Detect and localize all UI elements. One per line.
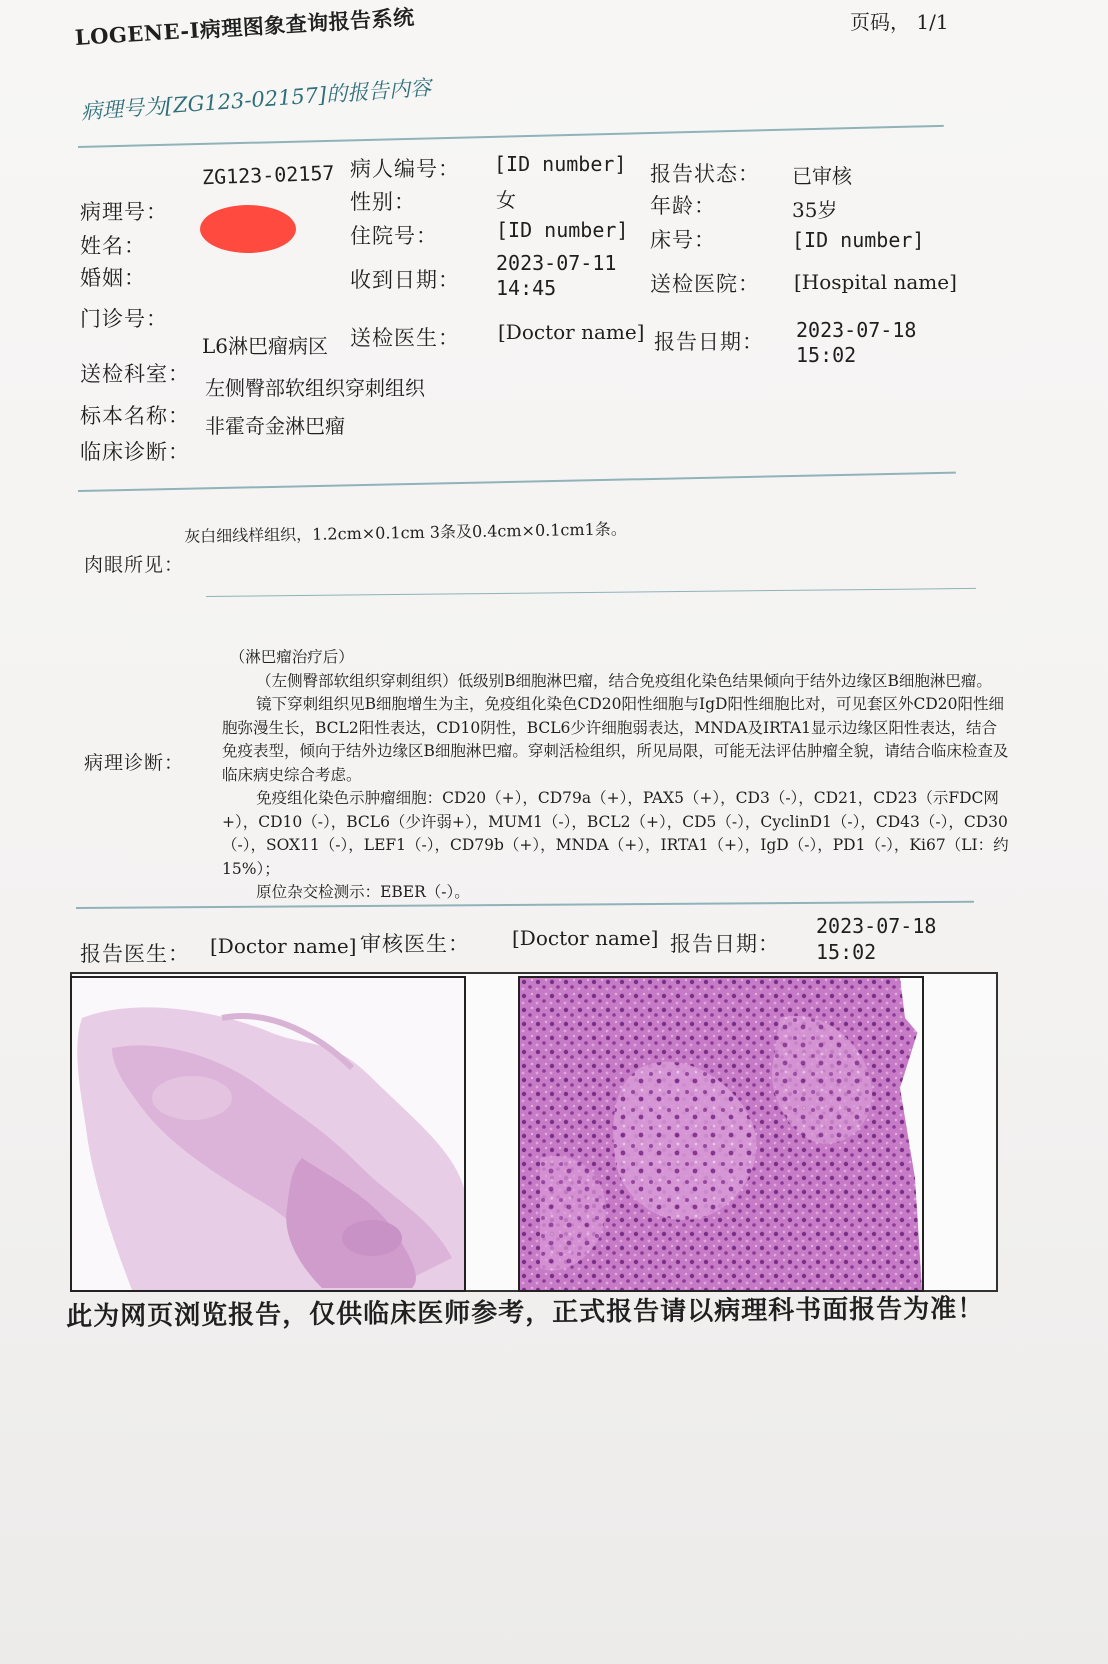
specimen-value: 左侧臀部软组织穿刺组织 (205, 376, 425, 400)
gross-label: 肉眼所见： (84, 554, 185, 576)
hospital-label: 送检医院： (650, 272, 760, 296)
clinical-dx-value: 非霍奇金淋巴瘤 (205, 414, 345, 438)
sex-label: 性别： (350, 190, 416, 214)
clinical-dx-label: 临床诊断： (80, 440, 190, 464)
marital-label: 婚姻： (80, 266, 146, 290)
report-heading: 病理号为[ZG123-02157]的报告内容 (80, 75, 432, 124)
report-date-label: 报告日期： (654, 330, 764, 354)
name-label: 姓名： (80, 234, 146, 258)
diagnosis-label: 病理诊断： (84, 752, 185, 774)
name-redaction-mark (200, 205, 296, 253)
reporter-value: [Doctor name] (210, 934, 357, 958)
hospital-value: [Hospital name] (794, 270, 957, 294)
reviewer-label: 审核医生： (360, 932, 470, 956)
age-value: 35岁 (792, 198, 838, 222)
outpatient-no-label: 门诊号： (80, 307, 168, 331)
page-number (850, 6, 949, 35)
diagnosis-line: 原位杂交检测示：EBER（-）。 (256, 883, 470, 901)
sex-value: 女 (496, 188, 516, 212)
report-status-label: 报告状态： (650, 162, 760, 186)
footer-notice: 此为网页浏览报告，仅供临床医师参考，正式报告请以病理科书面报告为准！ (66, 1293, 985, 1332)
patient-id-value: [ID number] (494, 152, 627, 176)
bed-no-label: 床号： (650, 228, 716, 252)
micrograph-low-power-image (72, 978, 464, 1290)
reporter-label: 报告医生： (80, 942, 190, 966)
inpatient-no-label: 住院号： (350, 224, 438, 248)
page-value: 1/1 (916, 10, 949, 34)
diagnosis-line: （左侧臀部软组织穿刺组织）低级别B细胞淋巴瘤，结合免疫组化染色结果倾向于结外边缘区B细胞淋巴瘤。 (256, 671, 992, 690)
inpatient-no-value: [ID number] (496, 218, 629, 242)
signoff-date-value: 2023-07-18 (816, 914, 937, 938)
micrograph-low-power (70, 976, 466, 1292)
report-date-value: 2023-07-18 (796, 318, 917, 342)
pathology-no-value: ZG123-02157 (201, 160, 335, 190)
bed-no-value: [ID number] (792, 228, 925, 252)
received-date-value: 2023-07-11 (496, 251, 617, 275)
department-value: L6淋巴瘤病区 (202, 334, 329, 358)
diagnosis-text (222, 646, 1012, 905)
page-label: 页码， (850, 10, 910, 34)
received-time-value: 14:45 (496, 276, 557, 300)
pathology-no-label: 病理号： (80, 200, 168, 224)
diagnosis-line: 免疫组化染色示肿瘤细胞：CD20（+），CD79a（+），PAX5（+），CD3（-），CD21，CD23（示FDC网+），CD10（-），BCL6（少许弱+），MUM1（-），BCL2（+），CD5（-），CyclinD1（-），CD43（-），CD30（-），SOX11（-），LEF1（-），CD79b（+），MNDA（+），IRTA1（+），IgD（-），PD1（-），Ki67（LI：约15%）； (222, 789, 1009, 878)
micrograph-high-power (518, 976, 924, 1292)
submitting-doctor-label: 送检医生： (350, 326, 460, 350)
heading-rule (78, 125, 944, 148)
patient-id-label: 病人编号： (350, 157, 460, 181)
age-label: 年龄： (650, 194, 716, 218)
gross-rule (206, 588, 976, 597)
department-label: 送检科室： (80, 362, 190, 386)
diagnosis-line: 镜下穿刺组织见B细胞增生为主，免疫组化染色CD20阳性细胞与IgD阳性细胞比对，可见套区外CD20阳性细胞弥漫生长，BCL2阳性表达，CD10阴性，BCL6少许细胞弱表达，MNDA及IRTA1显示边缘区阳性表达，结合免疫表型，倾向于结外边缘区B细胞淋巴瘤。穿刺活检组织，所见局限，可能无法评估肿瘤全貌，请结合临床检查及临床病史综合考虑。 (222, 695, 1009, 784)
reviewer-value: [Doctor name] (512, 926, 659, 950)
signoff-date-label: 报告日期： (670, 932, 780, 956)
received-date-label: 收到日期： (350, 268, 460, 292)
signoff-time-value: 15:02 (816, 940, 877, 964)
micrograph-high-power-image (520, 978, 922, 1290)
report-time-value: 15:02 (796, 343, 857, 367)
gross-text: 灰白细线样组织，1.2cm×0.1cm 3条及0.4cm×0.1cm1条。 (184, 519, 627, 546)
diagnosis-line: （淋巴瘤治疗后） (229, 648, 354, 666)
system-title: LOGENE-I病理图象查询报告系统 (74, 4, 416, 50)
submitting-doctor-value: [Doctor name] (498, 320, 645, 344)
info-rule (78, 472, 956, 492)
report-status-value: 已审核 (792, 164, 852, 188)
specimen-label: 标本名称： (80, 404, 190, 428)
